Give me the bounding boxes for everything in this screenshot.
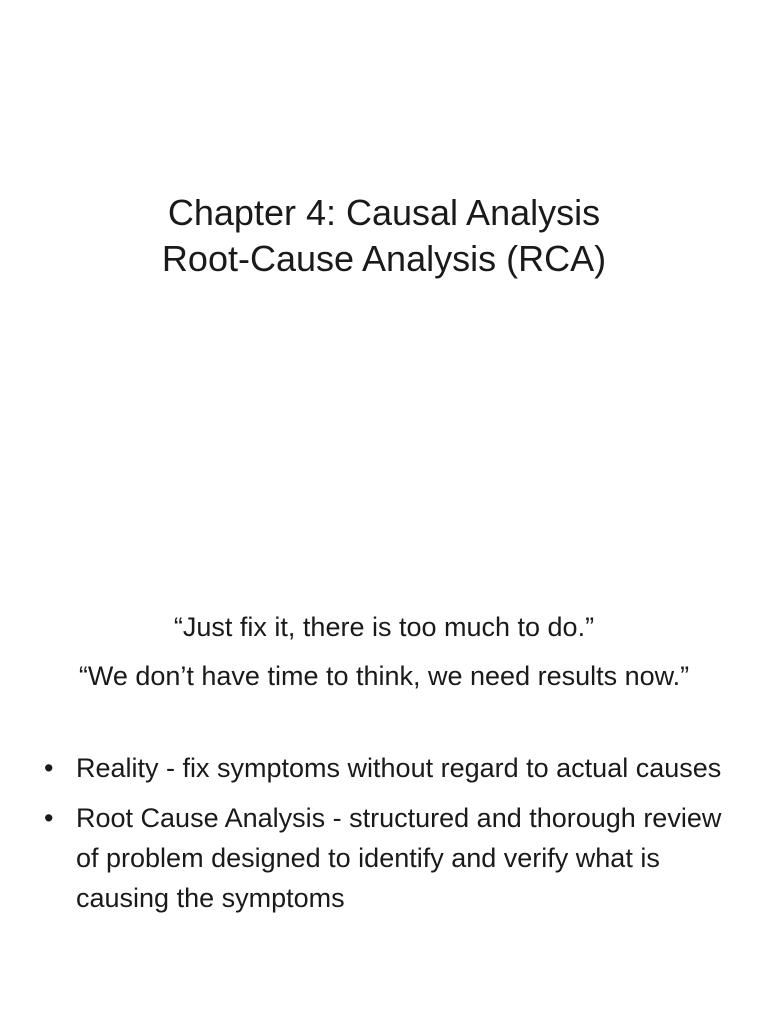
quote-no-time-to-think: “We don’t have time to think, we need results now.” — [78, 661, 690, 691]
bullet-item-rca — [40, 798, 728, 918]
title-line-chapter: Chapter 4: Causal Analysis — [167, 192, 601, 233]
bullet-item-reality — [40, 748, 728, 788]
slide-title — [0, 190, 768, 282]
bullet-dot-icon: • — [44, 803, 54, 833]
bullet-dot-icon: • — [44, 753, 54, 783]
quote-just-fix-it: “Just fix it, there is too much to do.” — [173, 612, 595, 642]
title-line-subtitle: Root-Cause Analysis (RCA) — [161, 238, 607, 279]
bullet-text-rca: Root Cause Analysis - structured and thorough review of problem designed to identify and verify what is causing the symptoms — [76, 803, 722, 913]
bullet-text-reality: Reality - fix symptoms without regard to actual causes — [76, 753, 722, 783]
bullet-list — [40, 748, 728, 928]
content-slide — [0, 512, 768, 1024]
